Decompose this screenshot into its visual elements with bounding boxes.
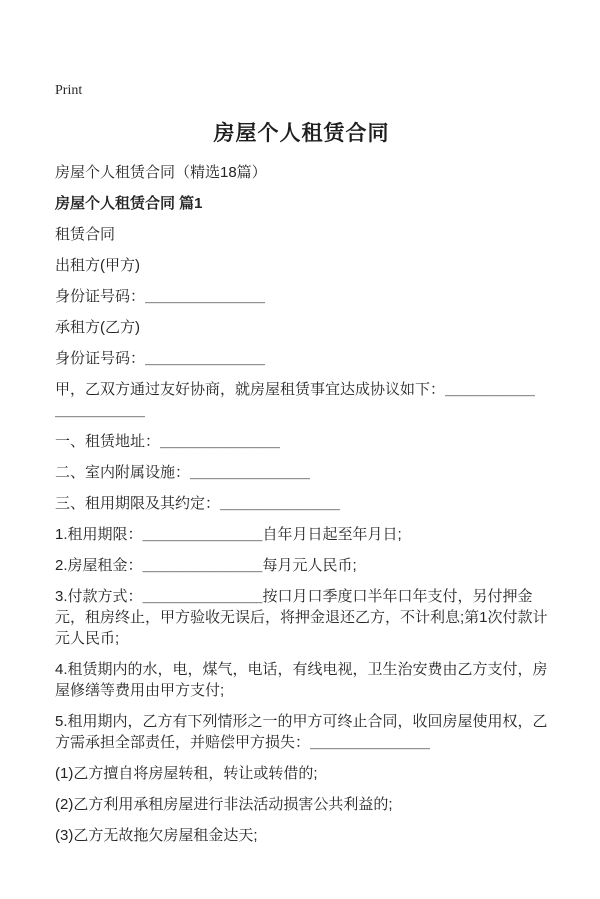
paragraph-lessee-id-number: 身份证号码：＿＿＿＿＿＿＿＿: [55, 350, 266, 367]
paragraph-termination-case-1: (1)乙方擅自将房屋转租，转让或转借的;: [55, 765, 318, 782]
paragraph-lessor-id-number: 身份证号码：＿＿＿＿＿＿＿＿: [55, 288, 266, 305]
paragraph-agreement-intro: 甲，乙双方通过友好协商，就房屋租赁事宜达成协议如下：＿＿＿＿＿＿＿＿＿＿＿＿: [55, 381, 536, 419]
paragraph-sub-1-lease-term: 1.租用期限：＿＿＿＿＿＿＿＿自年月日起至年月日;: [55, 526, 402, 543]
paragraph-termination-case-3: (3)乙方无故拖欠房屋租金达天;: [55, 827, 258, 844]
paragraph-sub-5-termination: 5.租用期内，乙方有下列情形之一的甲方可终止合同，收回房屋使用权，乙方需承担全部责任，并赔偿甲方损失：＿＿＿＿＿＿＿＿: [55, 713, 548, 751]
paragraph-item-2-facilities: 二、室内附属设施：＿＿＿＿＿＿＿＿: [55, 464, 311, 481]
section-heading: 房屋个人租赁合同 篇1: [55, 195, 203, 212]
document-title: 房屋个人租赁合同: [213, 122, 390, 145]
paragraph-sub-4-utilities: 4.租赁期内的水，电，煤气，电话，有线电视，卫生治安费由乙方支付，房屋修缮等费用由甲方支付;: [55, 661, 548, 699]
paragraph-contract-label: 租赁合同: [55, 226, 116, 243]
paragraph-item-1-address: 一、租赁地址：＿＿＿＿＿＿＿＿: [55, 433, 281, 450]
paragraph-lessor: 出租方(甲方): [55, 257, 140, 274]
paragraph-termination-case-2: (2)乙方利用承租房屋进行非法活动损害公共利益的;: [55, 796, 393, 813]
print-link[interactable]: Print: [55, 83, 83, 98]
paragraph-lessee: 承租方(乙方): [55, 319, 140, 336]
paragraph-sub-3-payment: 3.付款方式：＿＿＿＿＿＿＿＿按口月口季度口半年口年支付，另付押金元，租房终止，甲方验收无误后，将押金退还乙方，不计利息;第1次付款计元人民币;: [55, 588, 548, 647]
paragraph-item-3-term: 三、租用期限及其约定：＿＿＿＿＿＿＿＿: [55, 495, 341, 512]
document-subtitle: 房屋个人租赁合同（精选18篇）: [55, 164, 267, 181]
paragraph-sub-2-rent: 2.房屋租金：＿＿＿＿＿＿＿＿每月元人民币;: [55, 557, 357, 574]
